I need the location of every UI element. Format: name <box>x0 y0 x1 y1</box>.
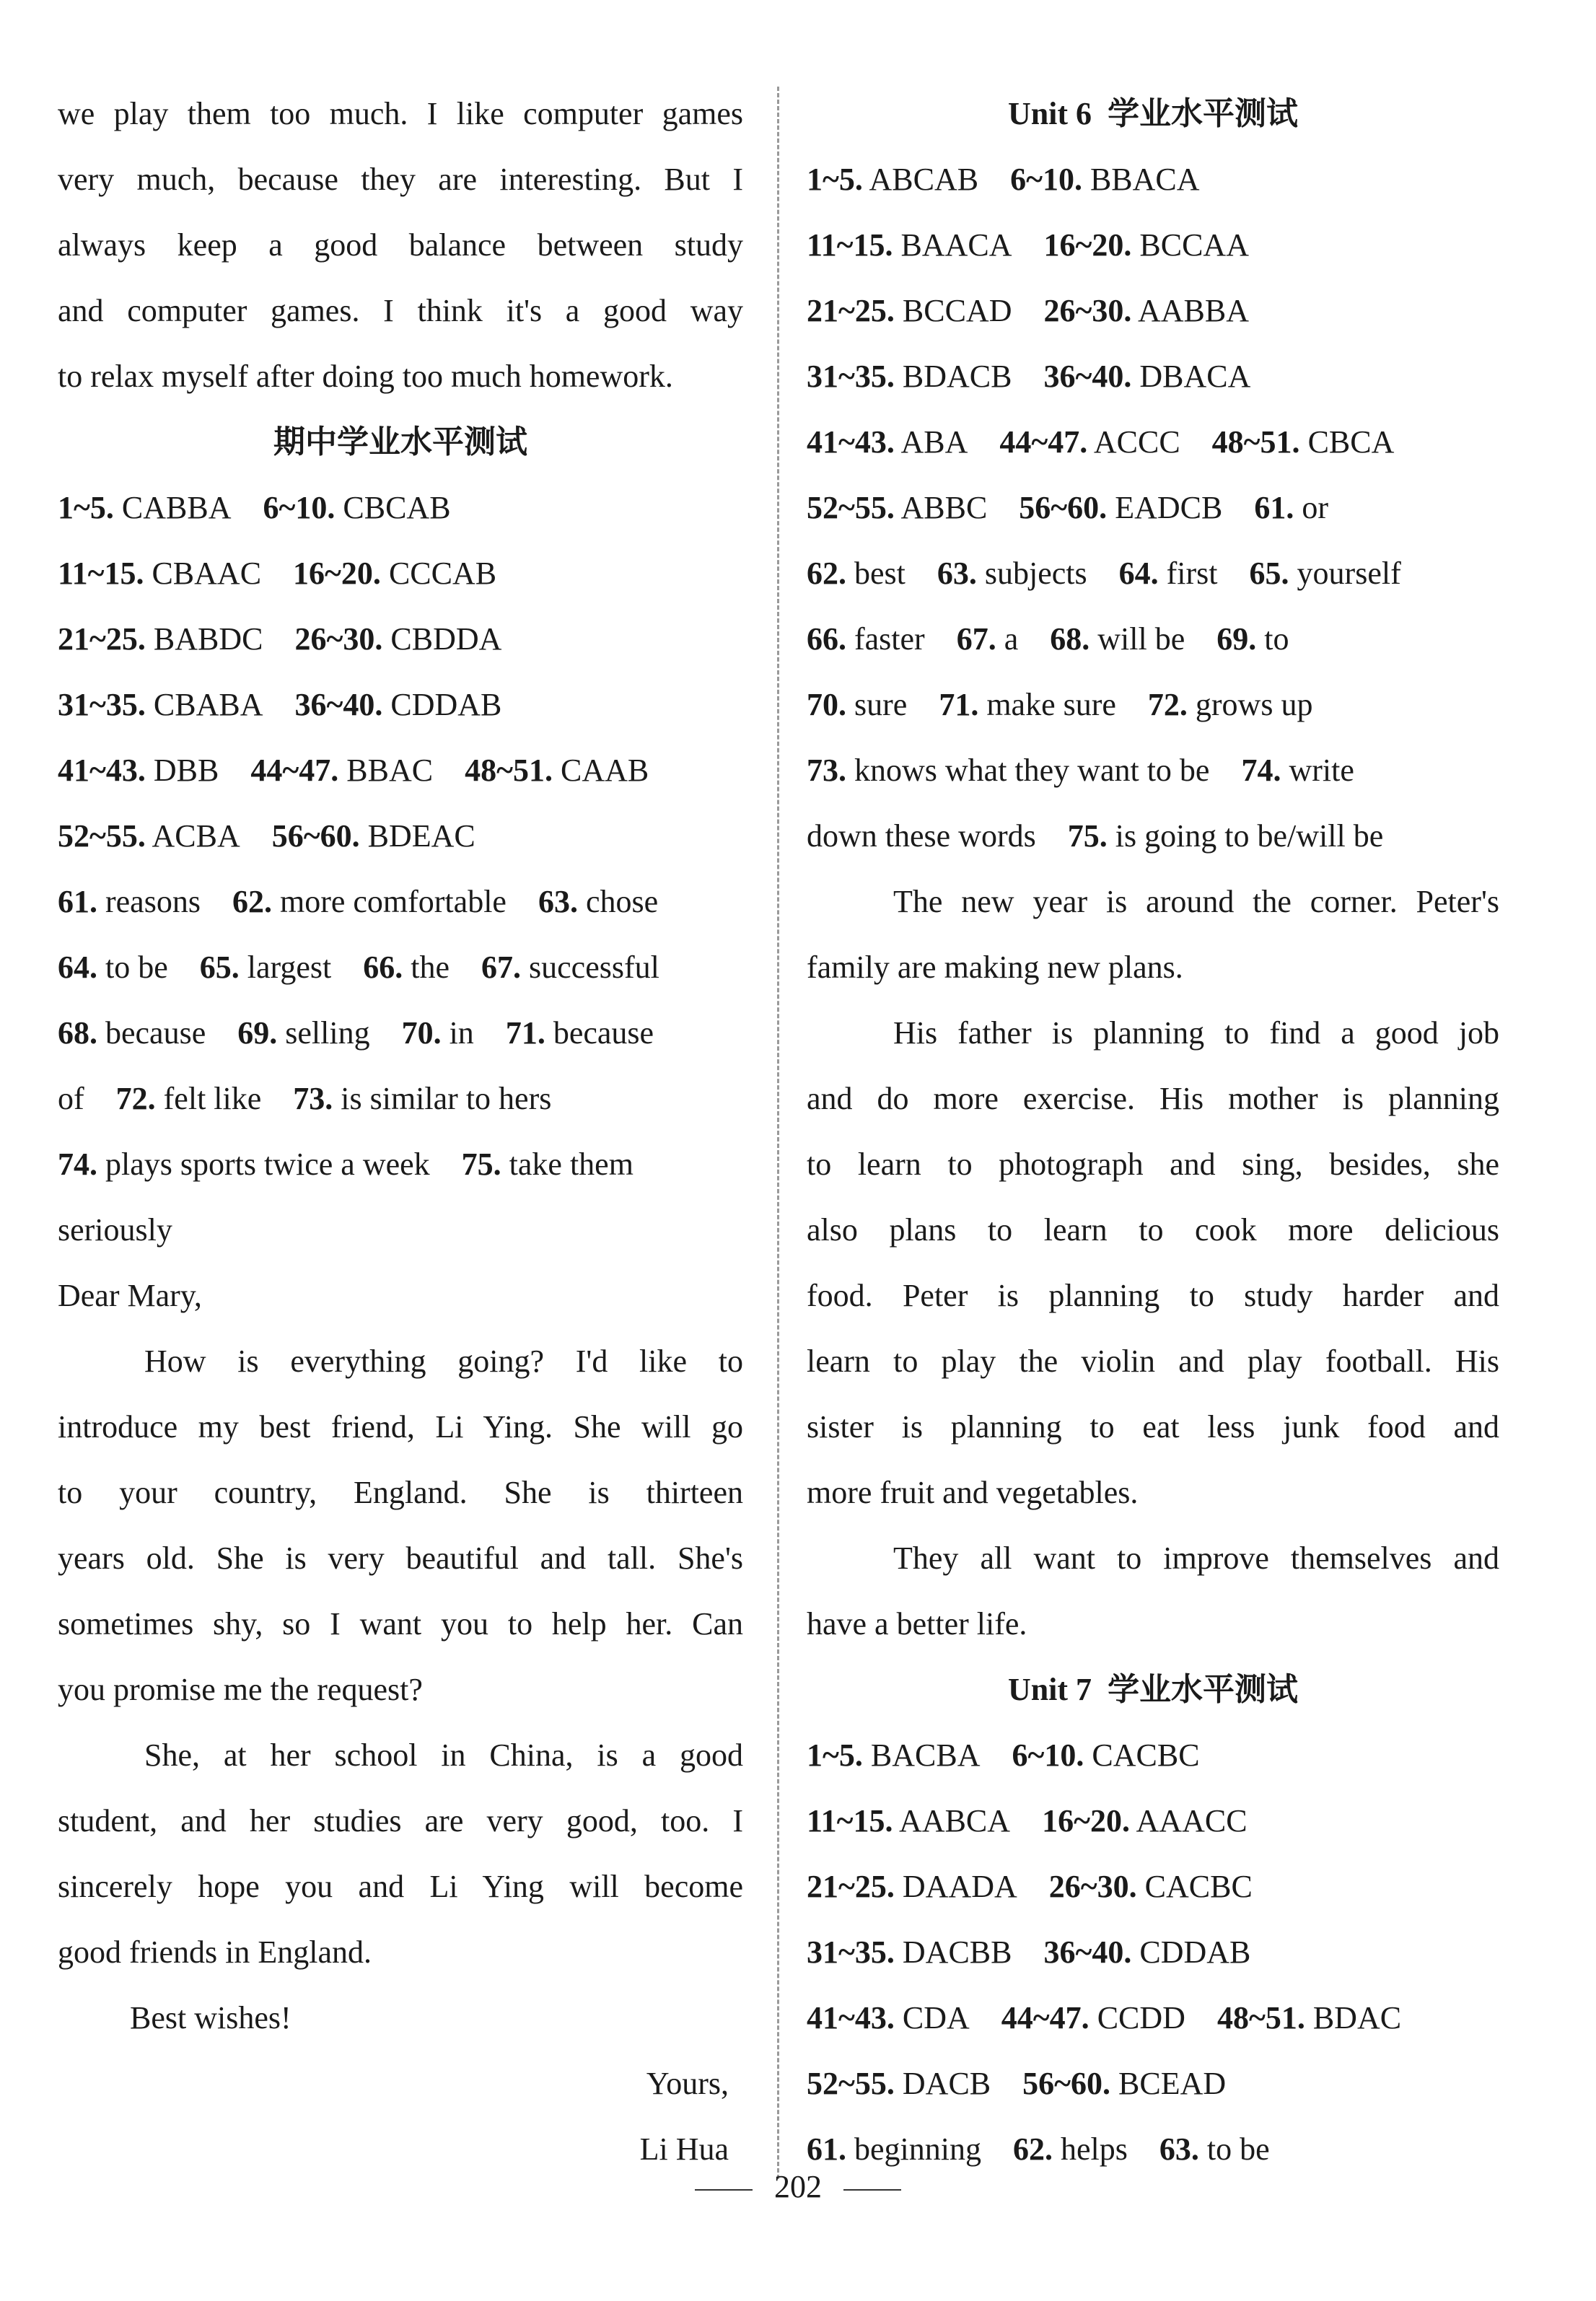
essay-line: family are making new plans. <box>807 950 1183 985</box>
answer-item <box>999 409 1180 475</box>
answer-item <box>807 803 1036 869</box>
answer-text: is going to be/will be <box>1115 818 1384 854</box>
answer-item <box>263 475 450 540</box>
letter-line: to your country, England. She is thirteen <box>58 1475 743 1510</box>
question-number: 70. <box>807 687 846 722</box>
answer-text: CAAB <box>560 753 649 788</box>
essay-paragraph-2 <box>807 1000 1499 1525</box>
question-number: 63. <box>538 884 578 919</box>
answer-item <box>58 672 263 737</box>
question-number: 44~47. <box>999 424 1088 460</box>
answer-text: subjects <box>984 556 1087 591</box>
answer-row <box>58 540 743 606</box>
answer-row <box>807 2051 1499 2116</box>
answer-item <box>200 934 332 1000</box>
answer-item <box>1049 1854 1253 1919</box>
answer-text: BCCAA <box>1139 227 1249 263</box>
question-number: 52~55. <box>58 818 146 854</box>
answer-text: CCCAB <box>388 556 497 591</box>
answer-row <box>58 1000 743 1066</box>
answer-text: ACBA <box>152 818 240 854</box>
question-number: 64. <box>58 950 97 985</box>
answer-text: beginning <box>854 2131 981 2167</box>
answer-text: BCEAD <box>1118 2066 1227 2101</box>
midterm-title: 期中学业水平测试 <box>273 424 527 460</box>
answer-item <box>1241 737 1354 803</box>
question-number: 41~43. <box>58 753 146 788</box>
question-number: 71. <box>939 687 979 722</box>
answer-item <box>807 1854 1017 1919</box>
answer-text: ABBC <box>900 490 988 525</box>
letter-line: introduce my best friend, Li Ying. She will go <box>58 1409 743 1445</box>
answer-text: DAADA <box>902 1869 1017 1904</box>
answer-item <box>237 1000 369 1066</box>
answer-text: to be <box>105 950 168 985</box>
answer-text: AABBA <box>1137 293 1249 328</box>
question-number: 71. <box>505 1015 545 1051</box>
answer-item <box>1043 1919 1250 1985</box>
answer-text: CCDD <box>1097 2000 1185 2035</box>
answer-text: a <box>1004 621 1019 657</box>
answer-text: AABCA <box>899 1803 1011 1838</box>
unit6-answers <box>807 146 1499 869</box>
question-number: 62. <box>807 556 846 591</box>
question-number: 6~10. <box>263 490 336 525</box>
answer-item <box>807 540 906 606</box>
question-number: 66. <box>363 950 403 985</box>
letter-yours: Yours, <box>646 2066 729 2101</box>
question-number: 63. <box>1159 2131 1199 2167</box>
answer-item <box>1250 540 1401 606</box>
essay-line: to learn to photograph and sing, besides, she <box>807 1147 1499 1182</box>
answer-item <box>58 934 168 1000</box>
question-number: 26~30. <box>1048 1869 1137 1904</box>
answer-text: CBCAB <box>343 490 451 525</box>
essay-line: very much, because they are interesting. But I <box>58 162 743 197</box>
question-number: 73. <box>293 1081 333 1116</box>
answer-item <box>807 1919 1012 1985</box>
answer-text: plays sports twice a week <box>105 1147 430 1182</box>
answer-text: of <box>58 1081 84 1116</box>
answer-text: more comfortable <box>279 884 507 919</box>
answer-row <box>807 146 1499 212</box>
answer-text: DACBB <box>902 1934 1012 1970</box>
letter-closing: Best wishes! <box>130 2000 291 2035</box>
answer-item <box>807 2051 991 2116</box>
answer-text: to be <box>1206 2131 1270 2167</box>
essay-line: His father is planning to find a good job <box>893 1015 1499 1051</box>
answer-text: BABDC <box>153 621 263 657</box>
answer-item <box>807 212 1012 278</box>
answer-item <box>807 1788 1010 1854</box>
answer-text: BBAC <box>346 753 434 788</box>
question-number: 70. <box>401 1015 442 1051</box>
answer-row <box>58 869 743 934</box>
question-number: 62. <box>232 884 272 919</box>
answer-row <box>807 1854 1499 1919</box>
answer-text: felt like <box>163 1081 262 1116</box>
answer-item <box>250 737 433 803</box>
answer-item <box>1148 672 1313 737</box>
answer-text: in <box>449 1015 474 1051</box>
answer-item <box>116 1066 262 1131</box>
question-number: 75. <box>461 1147 501 1182</box>
answer-text: successful <box>529 950 659 985</box>
question-number: 61. <box>1254 490 1294 525</box>
answer-item <box>58 737 219 803</box>
question-number: 72. <box>115 1081 156 1116</box>
answer-text: grows up <box>1195 687 1313 722</box>
answer-item <box>1001 1985 1185 2051</box>
essay-line: sister is planning to eat less junk food and <box>807 1409 1499 1445</box>
letter-paragraph-2 <box>58 1722 743 1985</box>
question-number: 74. <box>58 1147 97 1182</box>
answer-item <box>1010 146 1199 212</box>
question-number: 6~10. <box>1012 1737 1084 1773</box>
question-number: 68. <box>1050 621 1090 657</box>
letter-line: good friends in England. <box>58 1934 372 1970</box>
answer-item <box>538 869 658 934</box>
answer-text: EADCB <box>1115 490 1223 525</box>
answer-text: largest <box>247 950 332 985</box>
answer-row <box>807 1788 1499 1854</box>
answer-row <box>58 1131 743 1197</box>
question-number: 16~20. <box>1043 227 1132 263</box>
answer-item <box>1043 212 1248 278</box>
letter-paragraph-1 <box>58 1328 743 1722</box>
answer-item <box>807 606 925 672</box>
answer-text: CBAAC <box>152 556 262 591</box>
unit7-answers <box>807 1722 1499 2182</box>
essay-line: have a better life. <box>807 1606 1027 1642</box>
answer-item <box>58 1131 430 1197</box>
answer-text: DBACA <box>1139 359 1251 394</box>
question-number: 66. <box>807 621 846 657</box>
answer-item <box>1119 540 1218 606</box>
question-number: 21~25. <box>807 293 895 328</box>
question-number: 65. <box>199 950 240 985</box>
answer-item <box>807 278 1012 343</box>
answer-text: CBCA <box>1307 424 1395 460</box>
answer-row <box>807 278 1499 343</box>
question-number: 36~40. <box>294 687 383 722</box>
answer-row <box>807 1985 1499 2051</box>
question-number: 75. <box>1067 818 1108 854</box>
answer-row <box>807 606 1499 672</box>
answer-row <box>807 475 1499 540</box>
question-number: 21~25. <box>807 1869 895 1904</box>
answer-text: DACB <box>902 2066 991 2101</box>
answer-item <box>363 934 450 1000</box>
essay-line: learn to play the violin and play football. His <box>807 1344 1499 1379</box>
question-number: 74. <box>1241 753 1281 788</box>
midterm-answers <box>58 475 743 1197</box>
question-number: 62. <box>1012 2131 1053 2167</box>
answer-item <box>402 1000 474 1066</box>
answer-text: best <box>854 556 906 591</box>
answer-text: CDDAB <box>1139 1934 1251 1970</box>
answer-text: ABCAB <box>869 162 979 197</box>
answer-row <box>58 737 743 803</box>
essay-line: They all want to improve themselves and <box>893 1540 1499 1576</box>
question-number: 65. <box>1249 556 1289 591</box>
answer-text: CDDAB <box>390 687 502 722</box>
question-number: 44~47. <box>1001 2000 1089 2035</box>
answer-text: CDA <box>902 2000 970 2035</box>
answer-text: BAACA <box>900 227 1012 263</box>
answer-row <box>58 1066 743 1131</box>
answer-item <box>465 737 649 803</box>
answer-text: write <box>1289 753 1354 788</box>
question-number: 44~47. <box>250 753 339 788</box>
answer-item <box>1216 606 1289 672</box>
question-number: 48~51. <box>1216 2000 1305 2035</box>
question-number: 31~35. <box>58 687 146 722</box>
essay-line: to relax myself after doing too much homework. <box>58 359 673 394</box>
letter-line: sincerely hope you and Li Ying will become <box>58 1869 743 1904</box>
essay-line: and computer games. I think it's a good way <box>58 293 743 328</box>
question-number: 72. <box>1147 687 1188 722</box>
letter-line: How is everything going? I'd like to <box>144 1344 743 1379</box>
answer-item <box>1217 1985 1401 2051</box>
answer-item <box>506 1000 654 1066</box>
answer-text: sure <box>854 687 908 722</box>
answer-item <box>58 803 240 869</box>
question-number: 11~15. <box>807 1803 893 1838</box>
answer-text: to <box>1264 621 1289 657</box>
answer-item <box>939 672 1116 737</box>
answer-text: BCCAD <box>902 293 1012 328</box>
answer-item <box>957 606 1019 672</box>
answer-item <box>462 1131 633 1197</box>
letter-line: sometimes shy, so I want you to help her. Can <box>58 1606 743 1642</box>
question-number: 68. <box>58 1015 97 1051</box>
answer-item <box>1042 1788 1248 1854</box>
essay-line: always keep a good balance between study <box>58 227 743 263</box>
question-number: 26~30. <box>294 621 383 657</box>
question-number: 41~43. <box>807 2000 895 2035</box>
answer-item <box>937 540 1087 606</box>
question-number: 48~51. <box>465 753 553 788</box>
essay-paragraph-3 <box>807 1525 1499 1657</box>
answer-row <box>58 606 743 672</box>
answer-text: first <box>1166 556 1218 591</box>
answer-item <box>58 475 231 540</box>
answer-text: knows what they want to be <box>854 753 1210 788</box>
answer-text: because <box>105 1015 206 1051</box>
answer-text: DBB <box>153 753 219 788</box>
unit6-title: Unit 6 学业水平测试 <box>1007 95 1299 132</box>
letter-line: you promise me the request? <box>58 1672 423 1707</box>
answer-item <box>807 672 907 737</box>
answer-item <box>1254 475 1328 540</box>
answer-text: make sure <box>986 687 1116 722</box>
answer-item <box>807 737 1209 803</box>
question-number: 31~35. <box>807 1934 895 1970</box>
question-number: 1~5. <box>807 1737 863 1773</box>
answer-row <box>58 475 743 540</box>
question-number: 21~25. <box>58 621 146 657</box>
answer-item <box>272 803 475 869</box>
answer-text: CABBA <box>121 490 232 525</box>
answer-text: CBDDA <box>390 621 502 657</box>
answer-text: faster <box>854 621 925 657</box>
answer-item <box>58 606 263 672</box>
answer-row <box>58 672 743 737</box>
question-number: 1~5. <box>58 490 114 525</box>
answer-row <box>807 1919 1499 1985</box>
answer-item <box>807 343 1012 409</box>
answer-text: BDEAC <box>367 818 475 854</box>
question-number: 67. <box>481 950 522 985</box>
question-number: 56~60. <box>1022 2066 1111 2101</box>
answer-text: ABA <box>900 424 968 460</box>
answer-text: BDAC <box>1312 2000 1402 2035</box>
answer-item <box>1050 606 1185 672</box>
question-number: 11~15. <box>58 556 144 591</box>
answer-text: helps <box>1060 2131 1128 2167</box>
answer-item <box>807 409 968 475</box>
essay-continuation <box>58 81 743 409</box>
answer-item <box>1043 278 1249 343</box>
answer-text: CBABA <box>153 687 263 722</box>
answer-row <box>58 934 743 1000</box>
answer-item <box>294 606 501 672</box>
answer-text: BBACA <box>1089 162 1200 197</box>
answer-text: or <box>1302 490 1328 525</box>
letter-line: years old. She is very beautiful and tall. She's <box>58 1540 743 1576</box>
answer-text: BACBA <box>870 1737 981 1773</box>
answer-text: CACBC <box>1092 1737 1200 1773</box>
question-number: 16~20. <box>293 556 381 591</box>
question-number: 11~15. <box>807 227 893 263</box>
answer-text: selling <box>285 1015 370 1051</box>
column-divider <box>777 87 779 2179</box>
question-number: 6~10. <box>1010 162 1082 197</box>
question-number: 48~51. <box>1211 424 1300 460</box>
answer-item <box>1019 475 1222 540</box>
answer-item <box>294 672 501 737</box>
answer-text: yourself <box>1297 556 1401 591</box>
question-number: 56~60. <box>1019 490 1108 525</box>
answer-text: the <box>411 950 450 985</box>
answer-row <box>807 1722 1499 1788</box>
right-column <box>807 81 1499 2182</box>
question-number: 56~60. <box>271 818 360 854</box>
answer-text: take them <box>509 1147 633 1182</box>
question-number: 26~30. <box>1043 293 1132 328</box>
answer-text: CACBC <box>1144 1869 1253 1904</box>
answer-row <box>58 803 743 869</box>
unit7-title: Unit 7 学业水平测试 <box>1007 1671 1299 1708</box>
answer-text: reasons <box>105 884 201 919</box>
question-number: 69. <box>237 1015 278 1051</box>
question-number: 61. <box>807 2131 846 2167</box>
answer-item <box>1212 409 1395 475</box>
essay-line: and do more exercise. His mother is planning <box>807 1081 1499 1116</box>
answer-continuation: seriously <box>58 1212 172 1248</box>
answer-text: will be <box>1097 621 1185 657</box>
left-column <box>58 81 743 2182</box>
dash-left <box>695 2189 753 2191</box>
answer-text: because <box>553 1015 654 1051</box>
question-number: 61. <box>58 884 97 919</box>
question-number: 36~40. <box>1043 1934 1132 1970</box>
answer-text: down these words <box>807 818 1036 854</box>
question-number: 73. <box>807 753 846 788</box>
essay-line: we play them too much. I like computer games <box>58 96 743 131</box>
answer-item <box>807 146 978 212</box>
answer-row <box>807 343 1499 409</box>
question-number: 16~20. <box>1042 1803 1130 1838</box>
answer-row <box>807 672 1499 737</box>
answer-text: ACCC <box>1093 424 1180 460</box>
answer-item <box>58 869 201 934</box>
answer-text: is similar to hers <box>341 1081 552 1116</box>
letter-line: student, and her studies are very good, too. I <box>58 1803 743 1838</box>
answer-item <box>232 869 507 934</box>
question-number: 52~55. <box>807 2066 895 2101</box>
answer-item <box>1068 803 1384 869</box>
essay-line: food. Peter is planning to study harder and <box>807 1278 1499 1313</box>
answer-row <box>807 409 1499 475</box>
answer-text: chose <box>585 884 659 919</box>
letter-signature: Li Hua <box>639 2131 729 2167</box>
question-number: 52~55. <box>807 490 895 525</box>
answer-item <box>481 934 659 1000</box>
letter-salutation: Dear Mary, <box>58 1278 202 1313</box>
answer-row <box>807 737 1499 803</box>
answer-item <box>807 1722 980 1788</box>
answer-item <box>293 540 496 606</box>
question-number: 69. <box>1216 621 1257 657</box>
question-number: 41~43. <box>807 424 895 460</box>
answer-item <box>58 540 261 606</box>
dash-right <box>843 2189 901 2191</box>
question-number: 31~35. <box>807 359 895 394</box>
answer-item <box>1012 1722 1199 1788</box>
answer-text: BDACB <box>902 359 1012 394</box>
answer-text: AAACC <box>1136 1803 1248 1838</box>
answer-item <box>293 1066 551 1131</box>
essay-line: more fruit and vegetables. <box>807 1475 1139 1510</box>
question-number: 63. <box>937 556 977 591</box>
answer-item <box>1043 343 1250 409</box>
answer-item <box>58 1000 206 1066</box>
question-number: 36~40. <box>1043 359 1132 394</box>
answer-row <box>807 212 1499 278</box>
question-number: 64. <box>1118 556 1159 591</box>
answer-item <box>1022 2051 1226 2116</box>
answer-item <box>807 1985 970 2051</box>
essay-line: The new year is around the corner. Peter's <box>893 884 1499 919</box>
essay-line: also plans to learn to cook more delicious <box>807 1212 1499 1248</box>
question-number: 67. <box>956 621 996 657</box>
page-number: 202 <box>0 2168 1596 2205</box>
question-number: 1~5. <box>807 162 863 197</box>
answer-item <box>807 475 987 540</box>
answer-item <box>58 1066 84 1131</box>
essay-paragraph-1 <box>807 869 1499 1000</box>
letter-line: She, at her school in China, is a good <box>144 1737 743 1773</box>
answer-row <box>807 803 1499 869</box>
answer-row <box>807 540 1499 606</box>
